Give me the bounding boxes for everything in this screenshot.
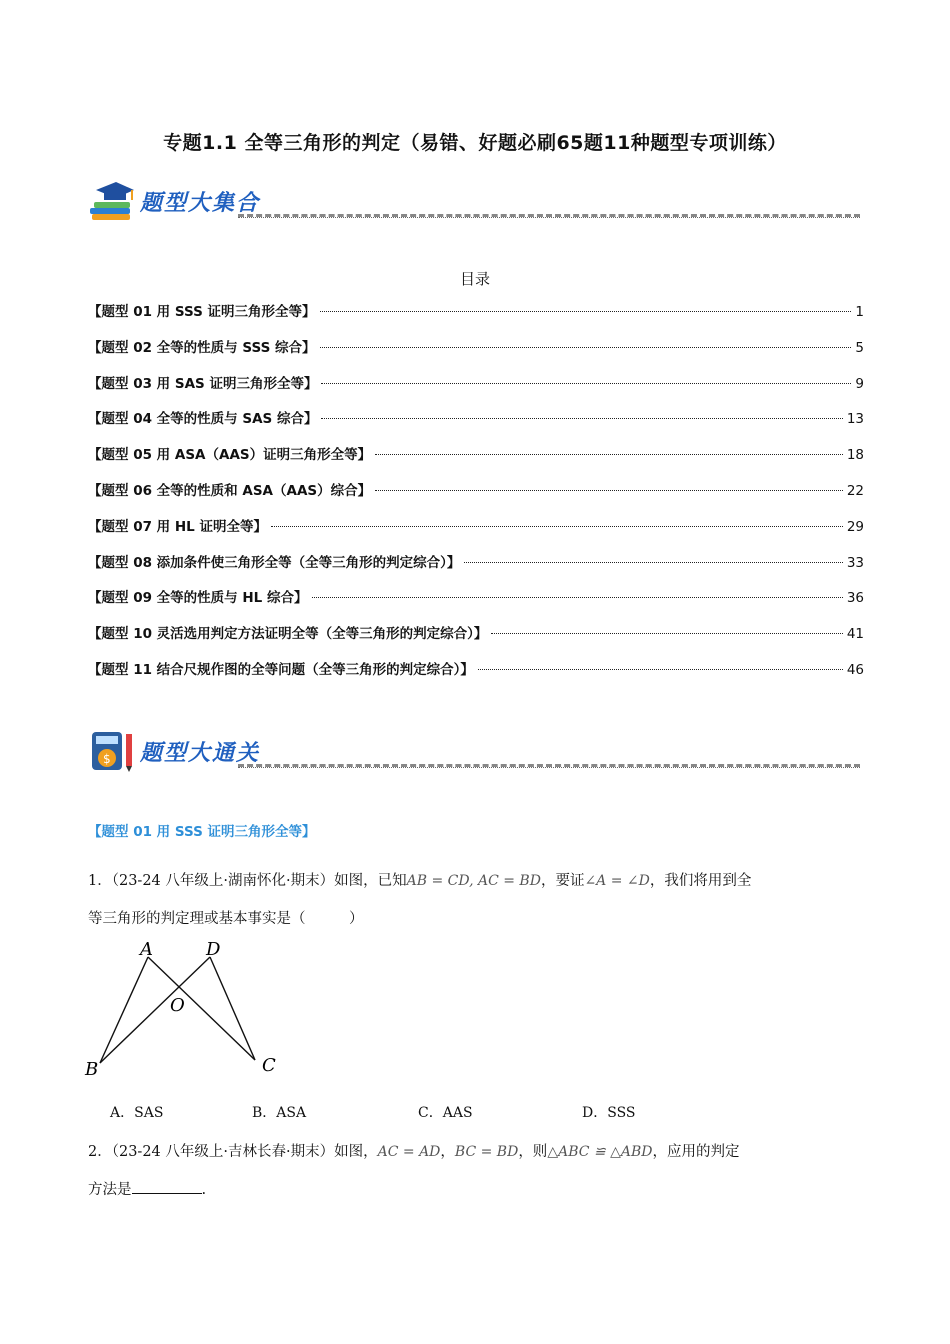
answer-blank[interactable] bbox=[132, 1193, 202, 1194]
banner-title: 题型大通关 bbox=[140, 740, 261, 766]
point-label-c: C bbox=[262, 1055, 276, 1076]
toc-item[interactable] bbox=[88, 407, 864, 443]
question-text: 2．（23-24 八年级上·吉林长春·期末）如图， bbox=[88, 1144, 378, 1160]
question-text: 方法是 bbox=[88, 1182, 132, 1198]
toc-leader bbox=[491, 633, 842, 634]
question-text: . bbox=[201, 1182, 207, 1198]
question-1-options bbox=[110, 1102, 810, 1130]
banner-divider-thin bbox=[238, 217, 860, 218]
toc-leader bbox=[321, 418, 842, 419]
toc-item[interactable] bbox=[88, 551, 864, 587]
segment-dc bbox=[210, 957, 255, 1060]
toc-item[interactable] bbox=[88, 658, 864, 694]
toc-item-label: 【题型 04 全等的性质与 SAS 综合】 bbox=[88, 411, 318, 428]
toc-item-page: 46 bbox=[846, 661, 864, 678]
option-d[interactable] bbox=[582, 1102, 636, 1122]
toc-item-label: 【题型 02 全等的性质与 SSS 综合】 bbox=[88, 339, 316, 356]
toc-item[interactable] bbox=[88, 586, 864, 622]
question-2-line-2 bbox=[88, 1171, 868, 1209]
toc-item[interactable] bbox=[88, 336, 864, 372]
toc-item-label: 【题型 08 添加条件使三角形全等（全等三角形的判定综合）】 bbox=[88, 554, 461, 571]
toc-item-label: 【题型 03 用 SAS 证明三角形全等】 bbox=[88, 375, 318, 392]
question-2 bbox=[88, 1133, 868, 1209]
toc-heading: 目录 bbox=[459, 270, 490, 288]
option-c[interactable] bbox=[418, 1102, 473, 1122]
point-label-o: O bbox=[170, 995, 185, 1016]
option-b[interactable] bbox=[252, 1102, 306, 1122]
question-text: ，我们将用到全 bbox=[649, 873, 752, 889]
graduation-books-icon bbox=[88, 180, 136, 222]
toc-leader bbox=[464, 562, 842, 563]
toc-leader bbox=[320, 347, 852, 348]
section-heading: 【题型 01 用 SSS 证明三角形全等】 bbox=[88, 824, 316, 840]
section-banner-collection bbox=[88, 180, 860, 224]
question-1-figure bbox=[80, 935, 300, 1085]
question-1 bbox=[88, 862, 868, 938]
toc-item-page: 29 bbox=[846, 518, 864, 535]
math-condition: AC = AD bbox=[377, 1144, 441, 1160]
table-of-contents bbox=[88, 300, 864, 694]
question-1-line-1 bbox=[88, 862, 868, 900]
math-condition: BC = BD bbox=[454, 1144, 519, 1160]
option-a[interactable] bbox=[110, 1102, 163, 1122]
option-value: SSS bbox=[607, 1105, 636, 1121]
toc-item-page: 22 bbox=[846, 482, 864, 499]
point-label-b: B bbox=[85, 1059, 99, 1080]
toc-item[interactable] bbox=[88, 622, 864, 658]
toc-item-page: 18 bbox=[846, 447, 864, 464]
toc-item[interactable] bbox=[88, 443, 864, 479]
toc-leader bbox=[271, 526, 843, 527]
option-key: D． bbox=[582, 1105, 608, 1121]
toc-item[interactable] bbox=[88, 300, 864, 336]
toc-item[interactable] bbox=[88, 479, 864, 515]
math-condition: AB = CD, AC = BD bbox=[406, 873, 541, 889]
point-label-a: A bbox=[140, 939, 153, 960]
toc-item-page: 1 bbox=[855, 304, 864, 320]
toc-item-label: 【题型 09 全等的性质与 HL 综合】 bbox=[88, 590, 308, 607]
toc-leader bbox=[321, 383, 851, 384]
toc-leader bbox=[478, 669, 843, 670]
toc-item-label: 【题型 11 结合尺规作图的全等问题（全等三角形的判定综合）】 bbox=[88, 661, 474, 678]
toc-item-page: 13 bbox=[846, 411, 864, 428]
option-value: AAS bbox=[442, 1105, 473, 1121]
segment-ab bbox=[100, 957, 148, 1063]
toc-item-label: 【题型 06 全等的性质和 ASA（AAS）综合】 bbox=[88, 482, 372, 499]
math-goal: ∠A = ∠D bbox=[584, 873, 650, 889]
segment-ac bbox=[148, 957, 255, 1060]
toc-leader bbox=[375, 490, 843, 491]
toc-item-page: 33 bbox=[846, 554, 864, 571]
toc-item[interactable] bbox=[88, 515, 864, 551]
point-label-d: D bbox=[206, 939, 221, 960]
toc-leader bbox=[312, 597, 843, 598]
option-value: SAS bbox=[134, 1105, 164, 1121]
option-key: B． bbox=[252, 1105, 277, 1121]
toc-leader bbox=[375, 454, 843, 455]
math-conclusion: △ABC ≌ △ABD bbox=[547, 1144, 653, 1160]
question-text: ，则 bbox=[518, 1144, 548, 1160]
question-text: ，要证 bbox=[540, 873, 585, 889]
toc-item-label: 【题型 10 灵活选用判定方法证明全等（全等三角形的判定综合）】 bbox=[88, 626, 488, 643]
toc-item-page: 36 bbox=[846, 590, 864, 607]
toc-item-label: 【题型 05 用 ASA（AAS）证明三角形全等】 bbox=[88, 447, 372, 464]
toc-item-label: 【题型 01 用 SSS 证明三角形全等】 bbox=[88, 304, 316, 320]
svg-text:$: $ bbox=[103, 752, 111, 766]
banner-title: 题型大集合 bbox=[140, 190, 261, 216]
banner-divider-thin bbox=[238, 767, 860, 768]
toc-item-page: 5 bbox=[855, 339, 864, 356]
calculator-pencil-icon bbox=[88, 730, 136, 772]
option-value: ASA bbox=[276, 1105, 307, 1121]
option-key: A． bbox=[110, 1105, 135, 1121]
toc-item-label: 【题型 07 用 HL 证明全等】 bbox=[88, 518, 267, 535]
toc-item[interactable] bbox=[88, 372, 864, 408]
toc-leader bbox=[320, 311, 852, 312]
question-2-line-1 bbox=[88, 1133, 868, 1171]
question-text: 1．（23-24 八年级上·湖南怀化·期末）如图，已知 bbox=[88, 873, 407, 889]
section-banner-practice bbox=[88, 730, 860, 774]
page-title: 专题1.1 全等三角形的判定（易错、好题必刷65题11种题型专项训练） bbox=[163, 132, 787, 154]
toc-item-page: 41 bbox=[846, 626, 864, 643]
option-key: C． bbox=[418, 1105, 443, 1121]
toc-item-page: 9 bbox=[855, 375, 864, 392]
question-1-line-2: 等三角形的判定理或基本事实是（ ） bbox=[88, 911, 364, 927]
segment-db bbox=[100, 957, 210, 1063]
question-text: ， bbox=[440, 1144, 455, 1160]
question-text: ，应用的判定 bbox=[652, 1144, 740, 1160]
